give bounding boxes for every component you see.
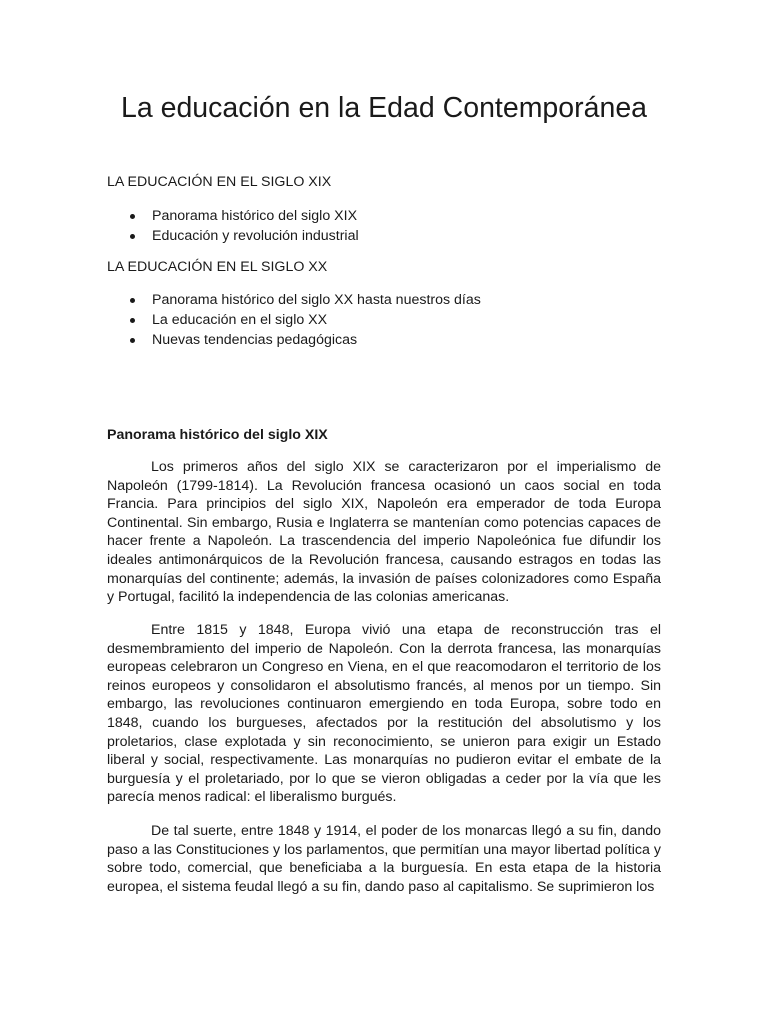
list-item xyxy=(107,330,667,350)
bullet-icon xyxy=(130,318,135,323)
bullet-icon xyxy=(130,214,135,219)
list-item-text: Educación y revolución industrial xyxy=(152,228,359,244)
bullet-list-siglo-xix xyxy=(107,206,667,246)
list-item xyxy=(107,310,667,330)
list-item xyxy=(107,290,667,310)
list-item-text: La educación en el siglo XX xyxy=(152,312,328,328)
list-item xyxy=(107,226,667,246)
section-heading-siglo-xix: LA EDUCACIÓN EN EL SIGLO XIX xyxy=(107,174,332,190)
list-item-text: Panorama histórico del siglo XIX xyxy=(152,208,358,224)
document-title: La educación en la Edad Contemporánea xyxy=(120,92,648,124)
body-paragraph: Entre 1815 y 1848, Europa vivió una etapa de reconstrucción tras el desmembramiento del imperio de Napoleón. Con la derrota francesa, las monarquías europeas celebraron un Congreso en Viena, en el que reacomodaron el territorio de los reinos europeos y consolidaron el absolutismo francés, al menos por un tiempo. Sin embargo, las revoluciones continuaron emergiendo en toda Europa, sobre todo en 1848, cuando los burgueses, afectados por la restitución del absolutismo y los proletarios, clase explotada y sin reconocimiento, se unieron para exigir un Estado liberal y social, respectivamente. Las monarquías no pudieron evitar el embate de la burguesía y el proletariado, por lo que se vieron obligadas a ceder por la vía que les parecía menos radical: el liberalismo burgués. xyxy=(107,622,661,806)
bullet-icon xyxy=(130,234,135,239)
body-paragraph: Los primeros años del siglo XIX se caracterizaron por el imperialismo de Napoleón (1799-1814). La Revolución francesa ocasionó un caos social en toda Francia. Para principios del siglo XIX, Napoleón era emperador de toda Europa Continental. Sin embargo, Rusia e Inglaterra se mantenían como potencias capaces de hacer frente a Napoleón. La trascendencia del imperio Napoleónica fue difundir los ideales antimonárquicos de la Revolución francesa, causando estragos en todas las monarquías del continente; además, la invasión de países colonizadores como España y Portugal, facilitó la independencia de las colonias americanas. xyxy=(107,459,661,606)
body-paragraph: De tal suerte, entre 1848 y 1914, el poder de los monarcas llegó a su fin, dando paso a las Constituciones y los parlamentos, que permitían una mayor libertad política y sobre todo, comercial, que beneficiaba a la burguesía. En esta etapa de la historia europea, el sistema feudal llegó a su fin, dando paso al capitalismo. Se suprimieron los xyxy=(107,823,661,895)
section-heading-siglo-xx: LA EDUCACIÓN EN EL SIGLO XX xyxy=(107,259,328,275)
list-item-text: Panorama histórico del siglo XX hasta nuestros días xyxy=(152,292,481,308)
subheading-panorama-xix: Panorama histórico del siglo XIX xyxy=(107,427,328,443)
list-item xyxy=(107,206,667,226)
bullet-list-siglo-xx xyxy=(107,290,667,350)
bullet-icon xyxy=(130,338,135,343)
list-item-text: Nuevas tendencias pedagógicas xyxy=(152,332,358,348)
bullet-icon xyxy=(130,298,135,303)
